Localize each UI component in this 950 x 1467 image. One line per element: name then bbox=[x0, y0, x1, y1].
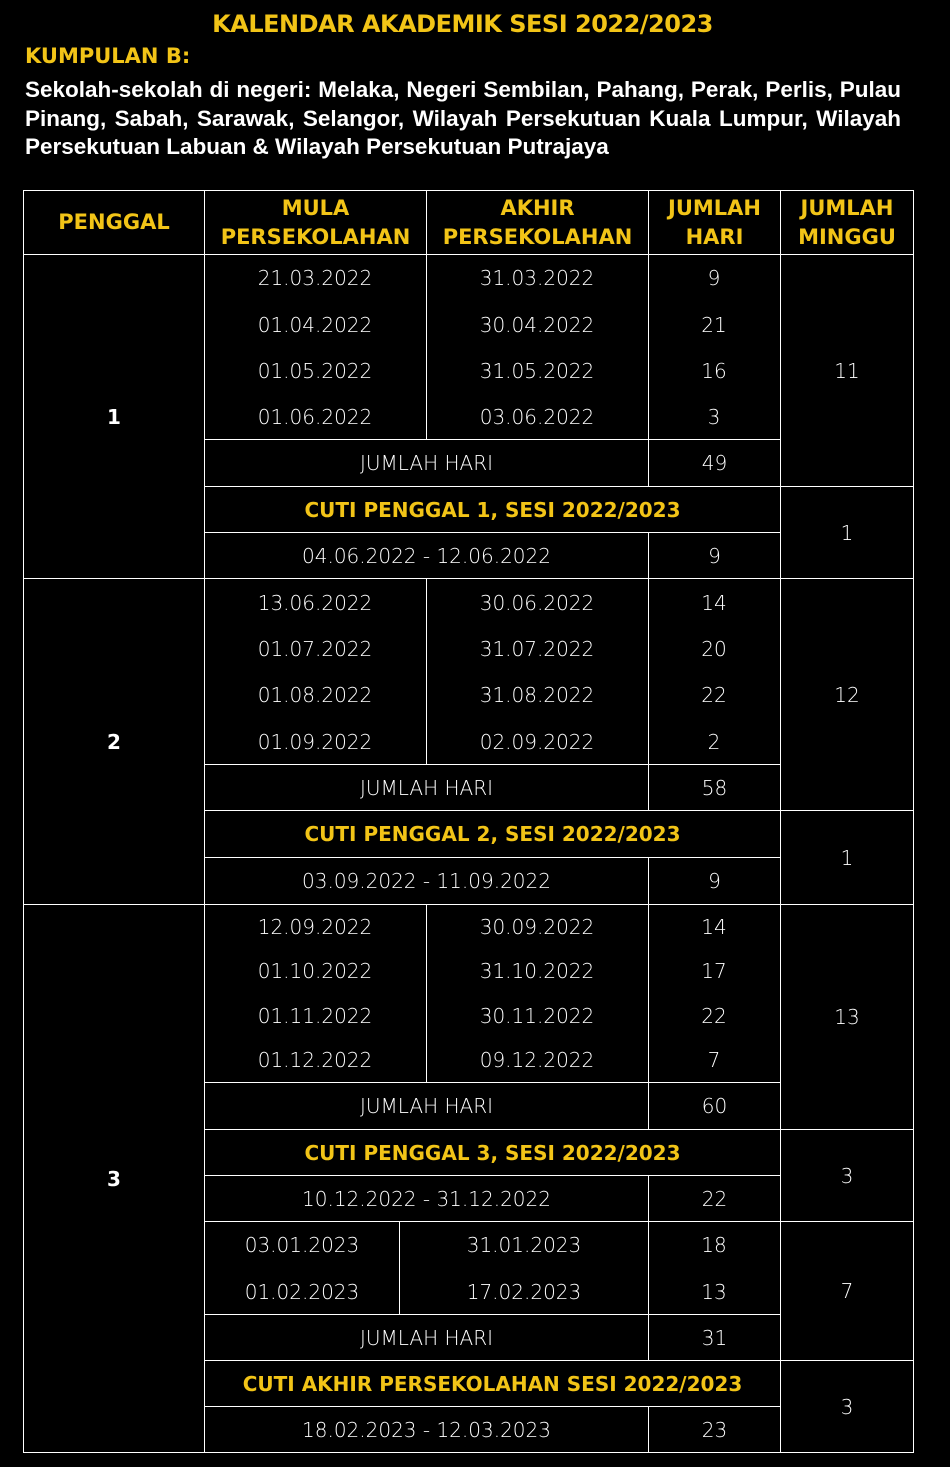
day-count: 14 bbox=[701, 591, 727, 615]
break-days: 22 bbox=[648, 1175, 781, 1222]
total-days: 49 bbox=[648, 439, 781, 487]
day-count: 20 bbox=[701, 637, 727, 661]
total-label: JUMLAH HARI bbox=[204, 1082, 649, 1130]
end-date: 31.07.2022 bbox=[479, 637, 595, 661]
term-cell: 3 bbox=[23, 904, 205, 1453]
break-weeks: 1 bbox=[780, 810, 914, 905]
break-title: CUTI PENGGAL 3, SESI 2022/2023 bbox=[204, 1129, 781, 1176]
start-date: 01.10.2022 bbox=[257, 959, 373, 983]
final-break-weeks: 3 bbox=[780, 1360, 914, 1453]
break-title: CUTI PENGGAL 2, SESI 2022/2023 bbox=[204, 810, 781, 858]
page-title: KALENDAR AKADEMIK SESI 2022/2023 bbox=[212, 10, 713, 38]
term-cell: 1 bbox=[23, 254, 205, 579]
start-date: 12.09.2022 bbox=[257, 915, 373, 939]
day-count: 21 bbox=[701, 313, 727, 337]
day-count: 13 bbox=[701, 1280, 727, 1304]
intro-text: Sekolah-sekolah di negeri: Melaka, Negeri Sembilan, Pahang, Perak, Perlis, Pulau Pinang, Sabah, Sarawak, Selangor, Wilayah Persekutuan Kuala Lumpur, Wilayah Persekutuan Labuan & Wilayah Persekutuan Putrajaya bbox=[25, 77, 901, 159]
break-range: 03.09.2022 - 11.09.2022 bbox=[204, 857, 649, 905]
end-date: 30.11.2022 bbox=[479, 1004, 595, 1028]
group-label: KUMPULAN B: bbox=[25, 44, 191, 68]
weeks-cell: 13 bbox=[780, 904, 914, 1130]
total-days: 58 bbox=[648, 764, 781, 811]
total-days: 31 bbox=[648, 1314, 781, 1361]
end-date: 30.09.2022 bbox=[479, 915, 595, 939]
end-date: 31.01.2023 bbox=[466, 1233, 582, 1257]
start-date: 01.12.2022 bbox=[257, 1048, 373, 1072]
day-count: 17 bbox=[701, 959, 727, 983]
start-date: 01.02.2023 bbox=[244, 1280, 360, 1304]
start-date: 01.08.2022 bbox=[257, 683, 373, 707]
end-date: 31.05.2022 bbox=[479, 359, 595, 383]
total-label: JUMLAH HARI bbox=[204, 439, 649, 487]
break-weeks: 3 bbox=[780, 1129, 914, 1222]
break-weeks: 1 bbox=[780, 486, 914, 579]
start-date: 01.04.2022 bbox=[257, 313, 373, 337]
day-count: 22 bbox=[701, 683, 727, 707]
day-count: 2 bbox=[707, 730, 721, 754]
day-count: 7 bbox=[707, 1048, 721, 1072]
break-days: 9 bbox=[648, 532, 781, 579]
end-date: 31.03.2022 bbox=[479, 266, 595, 290]
day-count: 3 bbox=[707, 405, 721, 429]
final-break-title: CUTI AKHIR PERSEKOLAHAN SESI 2022/2023 bbox=[204, 1360, 781, 1407]
start-date: 21.03.2022 bbox=[257, 266, 373, 290]
start-date: 03.01.2023 bbox=[244, 1233, 360, 1257]
break-title: CUTI PENGGAL 1, SESI 2022/2023 bbox=[204, 486, 781, 533]
end-date: 03.06.2022 bbox=[479, 405, 595, 429]
header-start: MULA PERSEKOLAHAN bbox=[204, 190, 427, 255]
break-range: 04.06.2022 - 12.06.2022 bbox=[204, 532, 649, 579]
break-days: 9 bbox=[648, 857, 781, 905]
total-days: 60 bbox=[648, 1082, 781, 1130]
start-date: 01.07.2022 bbox=[257, 637, 373, 661]
end-date: 30.06.2022 bbox=[479, 591, 595, 615]
total-label: JUMLAH HARI bbox=[204, 764, 649, 811]
start-date: 13.06.2022 bbox=[257, 591, 373, 615]
day-count: 16 bbox=[701, 359, 727, 383]
end-date: 02.09.2022 bbox=[479, 730, 595, 754]
end-date: 30.04.2022 bbox=[479, 313, 595, 337]
weeks-cell: 7 bbox=[780, 1221, 914, 1361]
weeks-cell: 12 bbox=[780, 578, 914, 811]
weeks-cell: 11 bbox=[780, 254, 914, 487]
end-date: 09.12.2022 bbox=[479, 1048, 595, 1072]
header-end: AKHIR PERSEKOLAHAN bbox=[426, 190, 649, 255]
header-term: PENGGAL bbox=[23, 190, 205, 255]
start-date: 01.05.2022 bbox=[257, 359, 373, 383]
start-date: 01.06.2022 bbox=[257, 405, 373, 429]
end-date: 17.02.2023 bbox=[466, 1280, 582, 1304]
day-count: 9 bbox=[707, 266, 721, 290]
term-cell: 2 bbox=[23, 578, 205, 905]
header-days: JUMLAH HARI bbox=[648, 190, 781, 255]
day-count: 18 bbox=[701, 1233, 727, 1257]
header-weeks: JUMLAH MINGGU bbox=[780, 190, 914, 255]
total-label: JUMLAH HARI bbox=[204, 1314, 649, 1361]
final-break-days: 23 bbox=[648, 1406, 781, 1453]
start-date: 01.09.2022 bbox=[257, 730, 373, 754]
end-date: 31.08.2022 bbox=[479, 683, 595, 707]
day-count: 14 bbox=[701, 915, 727, 939]
end-date: 31.10.2022 bbox=[479, 959, 595, 983]
final-break-range: 18.02.2023 - 12.03.2023 bbox=[204, 1406, 649, 1453]
start-date: 01.11.2022 bbox=[257, 1004, 373, 1028]
break-range: 10.12.2022 - 31.12.2022 bbox=[204, 1175, 649, 1222]
day-count: 22 bbox=[701, 1004, 727, 1028]
